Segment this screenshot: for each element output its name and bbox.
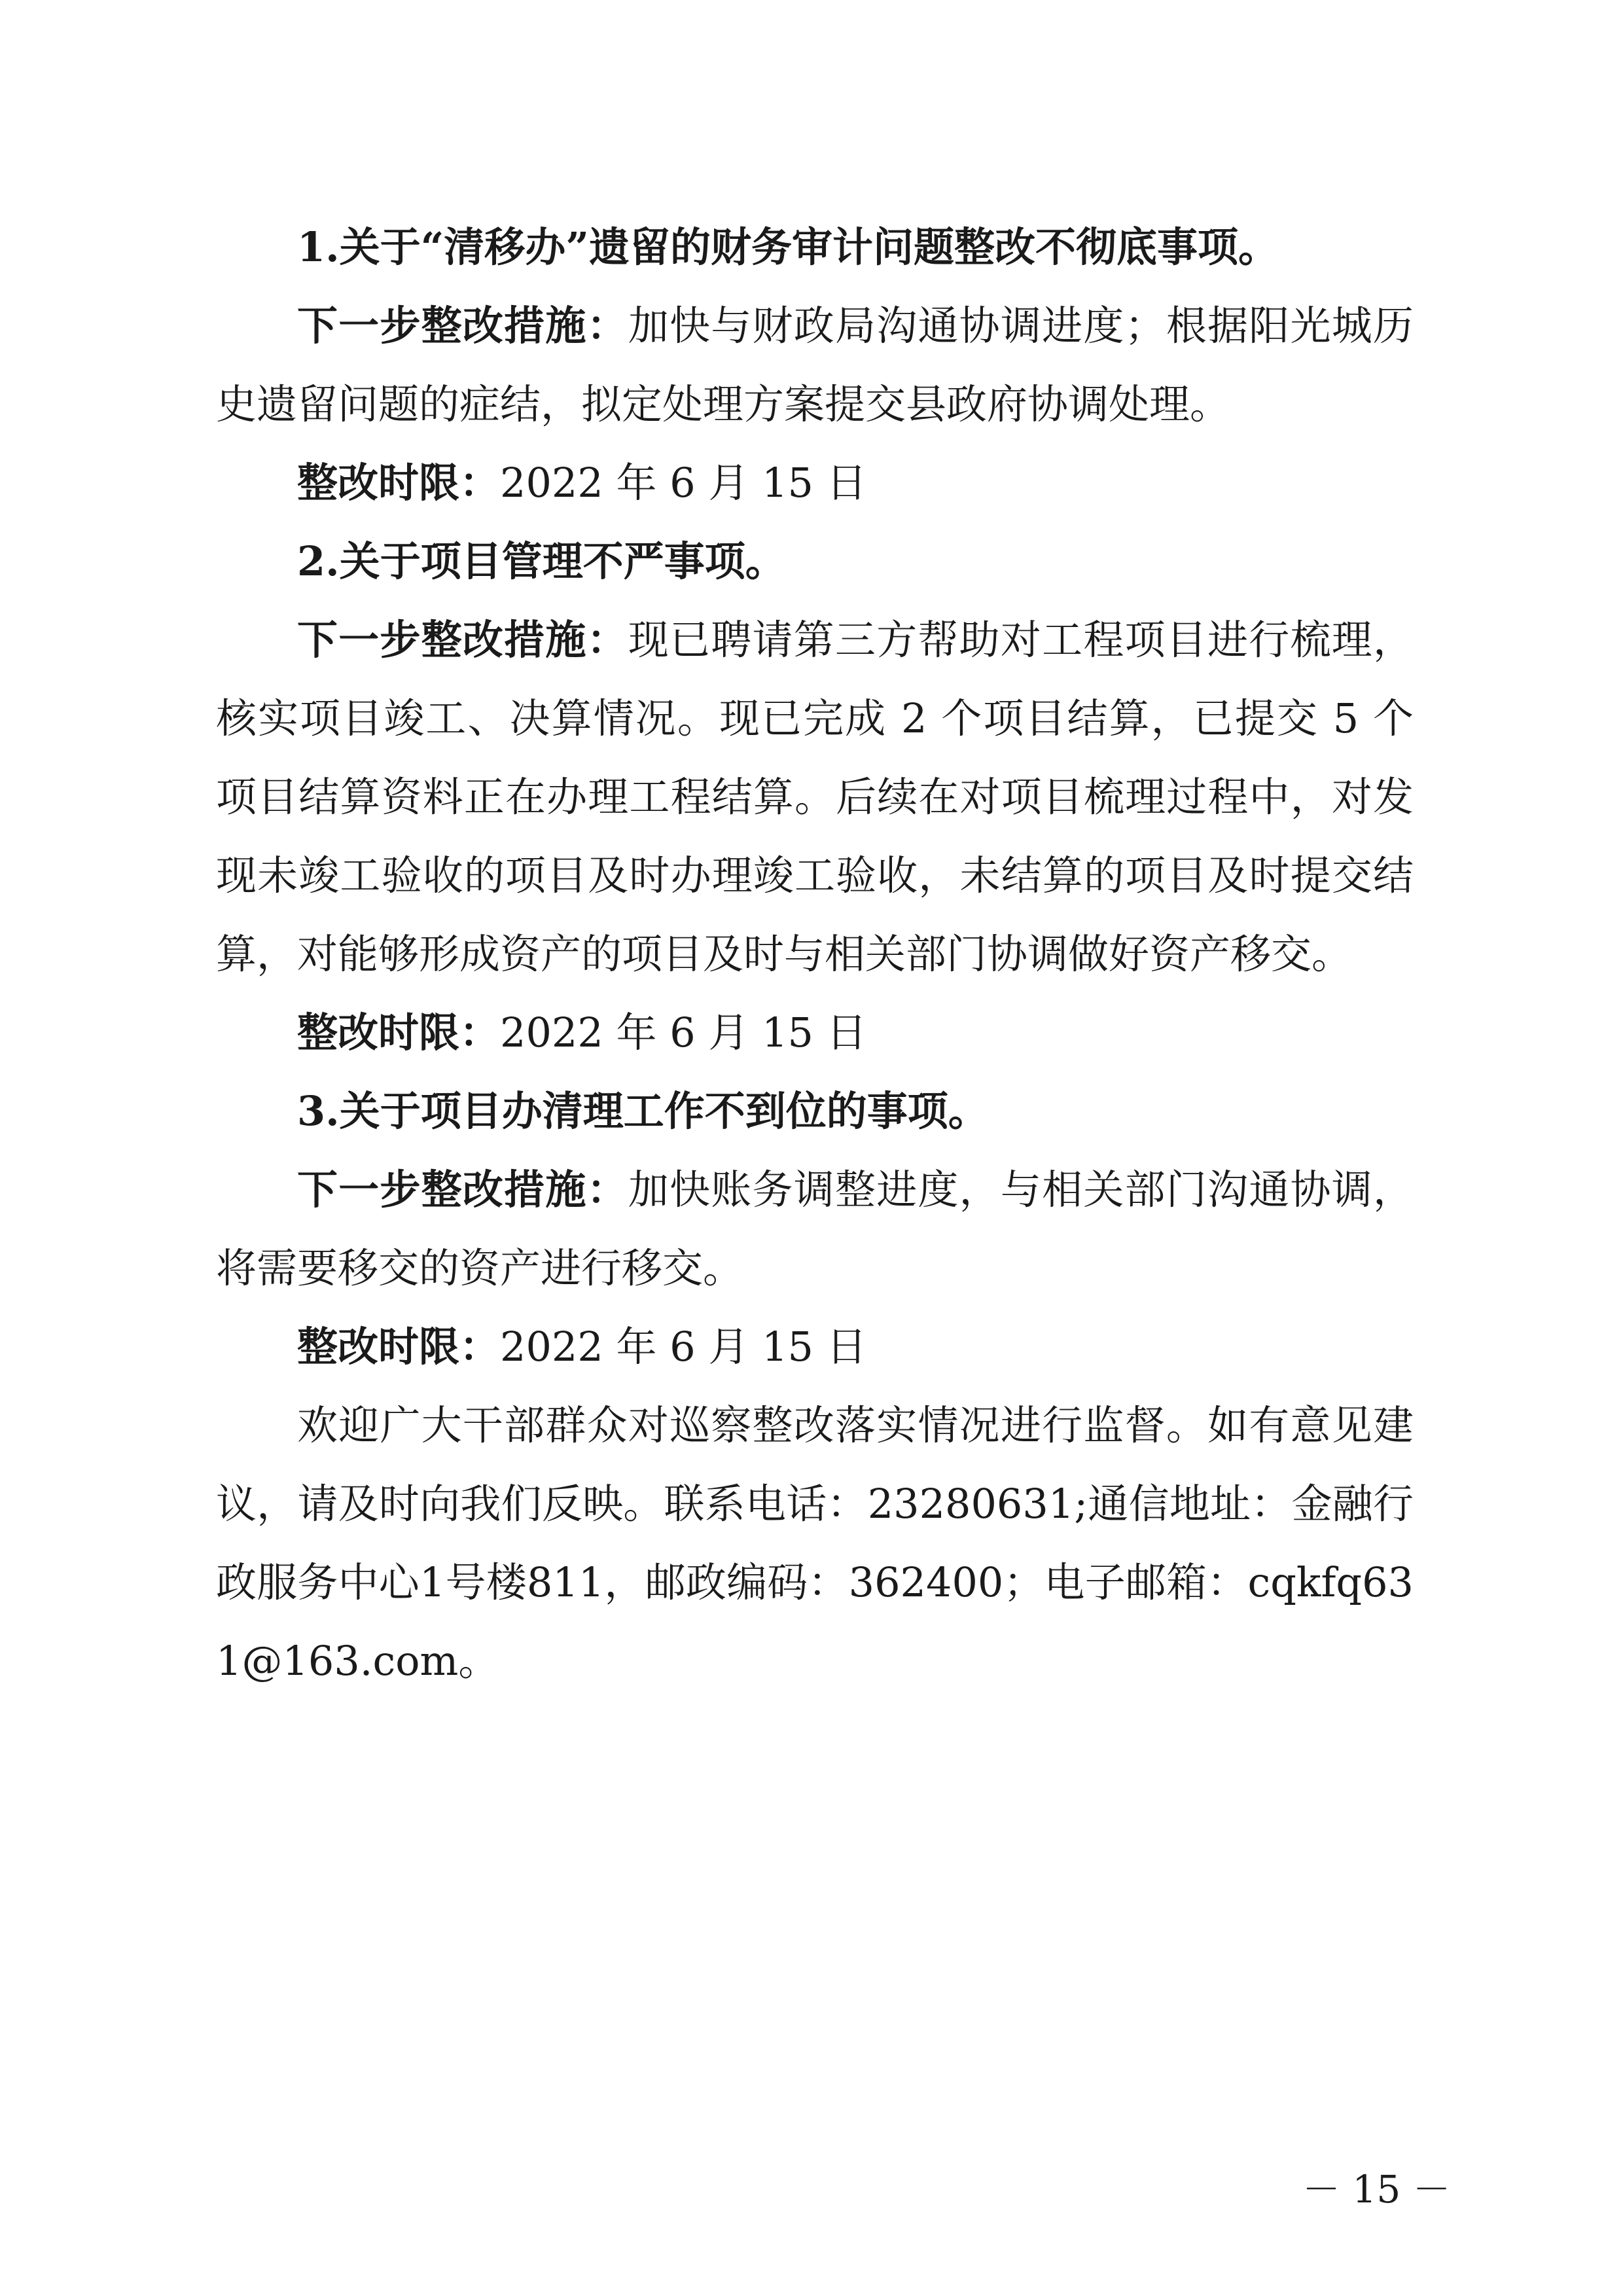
item-3-deadline-label: 整改时限： [297,1323,501,1371]
item-2-deadline [216,994,1414,1072]
item-1-deadline-text: 2022 年 6 月 15 日 [500,459,867,507]
item-2-measures-label: 下一步整改措施： [297,616,628,664]
item-3-deadline [216,1308,1414,1386]
item-1-deadline-label: 整改时限： [297,459,501,507]
item-1-measures-text: 加快与财政局沟通协调进度；根据阳光城历史遗留问题的症结，拟定处理方案提交县政府协调处理。 [216,302,1414,428]
item-3-deadline-text: 2022 年 6 月 15 日 [500,1323,867,1371]
closing-paragraph: 欢迎广大干部群众对巡察整改落实情况进行监督。如有意见建议，请及时向我们反映。联系电话：23280631;通信地址：金融行政服务中心1号楼811，邮政编码：362400；电子邮箱：cqkfq631@163.com。 [216,1401,1414,1685]
item-1-heading: 1.关于“清移办”遗留的财务审计问题整改不彻底事项。 [297,223,1279,271]
item-2-deadline-text: 2022 年 6 月 15 日 [500,1009,867,1056]
item-3-measures-text: 加快账务调整进度，与相关部门沟通协调，将需要移交的资产进行移交。 [216,1166,1414,1292]
item-1-measures-label: 下一步整改措施： [297,302,628,350]
item-3-measures-label: 下一步整改措施： [297,1166,628,1213]
page-number: － 15 － [1302,2167,1451,2212]
item-3-measures [216,1151,1414,1308]
item-3-heading: 3.关于项目办清理工作不到位的事项。 [297,1087,989,1135]
item-2-heading: 2.关于项目管理不严事项。 [297,537,786,585]
item-1-deadline [216,444,1414,522]
document-body [216,208,1414,1700]
item-2-measures [216,601,1414,994]
item-2-measures-text: 现已聘请第三方帮助对工程项目进行梳理，核实项目竣工、决算情况。现已完成 2 个项目结算，已提交 5 个项目结算资料正在办理工程结算。后续在对项目梳理过程中，对发现未竣工验收的项目及时办理竣工验收，未结算的项目及时提交结算，对能够形成资产的项目及时与相关部门协调做好资产移交。 [216,616,1414,978]
item-2-deadline-label: 整改时限： [297,1009,501,1056]
item-1-measures [216,287,1414,444]
